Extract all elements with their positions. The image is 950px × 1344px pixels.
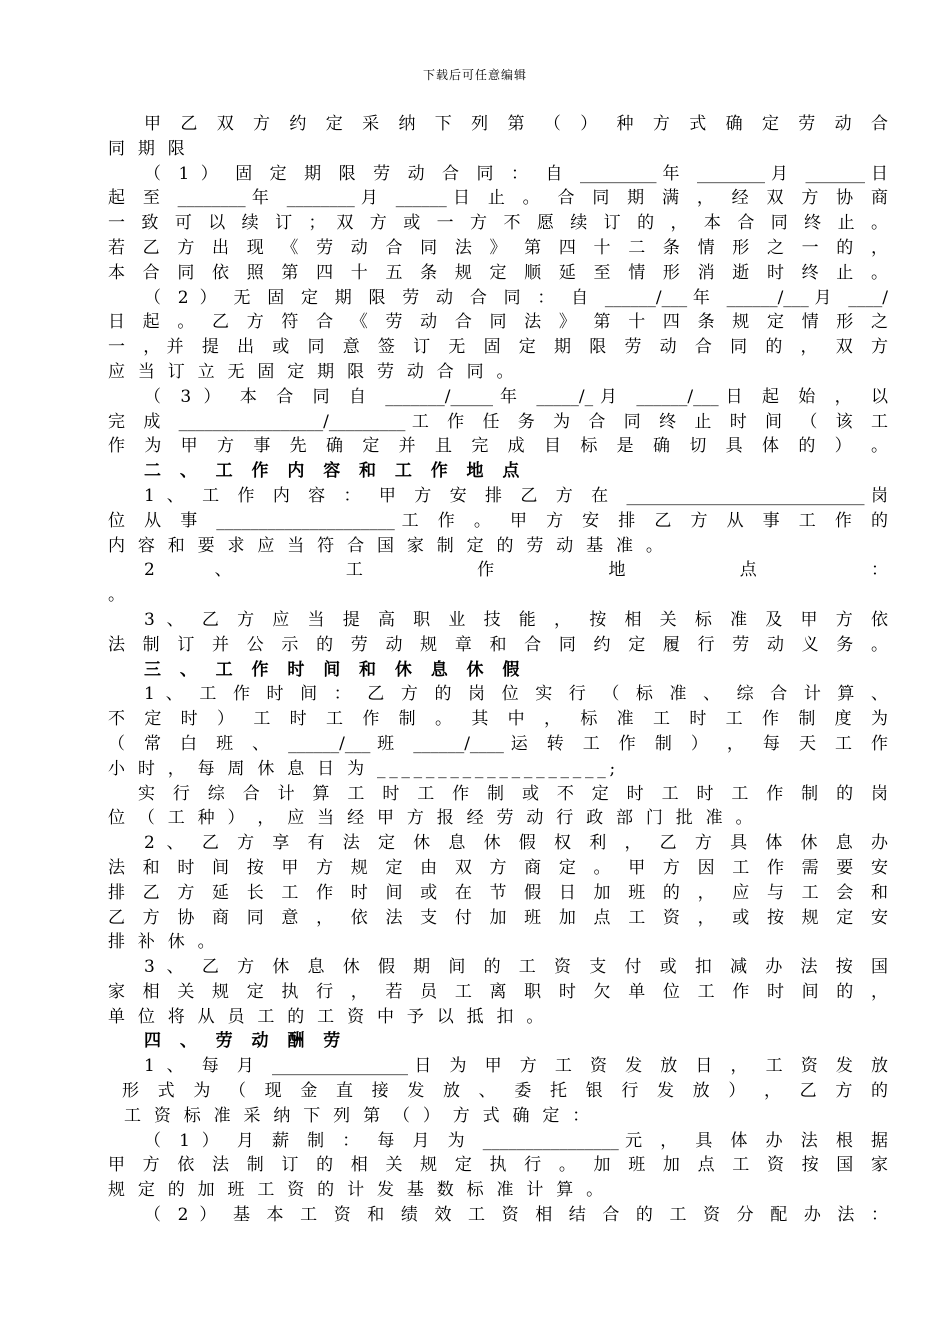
text-line: （ 常 白 班 、 ______/___班 ______/____运 转 工 作 制 ） ， 每 天 工 作 — [108, 733, 888, 754]
text-line: 日 起 。 乙 方 符 合 《 劳 动 合 同 法 》 第 十 四 条 规 定 情 形 之 — [108, 312, 888, 333]
text-line: 甲 乙 双 方 约 定 采 纳 下 列 第 （ ） 种 方 式 确 定 劳 动 合 — [144, 114, 888, 134]
contract-body — [108, 112, 888, 1228]
text-line: （ 3 ） 本 合 同 自 _______/_____年 _____/_月 ______/___日 起 始 ， 以 — [144, 386, 888, 407]
section-heading: 二 、 工 作 内 容 和 工 作 地 点 — [144, 461, 526, 482]
text-line: 一 致 可 以 续 订 ； 双 方 或 一 方 不 愿 续 订 的 ， 本 合 同 终 止 。 — [108, 213, 888, 234]
text-line: 实 行 综 合 计 算 工 时 工 作 制 或 不 定 时 工 时 工 作 制 的 岗 — [138, 783, 888, 804]
text-line: 应 当 订 立 无 固 定 期 限 劳 动 合 同 。 — [108, 361, 518, 382]
text-line: 起 至 ________年 ________月 ______日 止 。 合 同 期 满 ， 经 双 方 协 商 — [108, 188, 888, 209]
text-line: 1 、 每 月 ________________日 为 甲 方 工 资 发 放 日 ， 工 资 发 放 — [144, 1056, 888, 1077]
text-line: 位 从 事 _____________________工 作 。 甲 方 安 排 乙 方 从 事 工 作 的 — [108, 510, 888, 531]
text-line: 单 位 将 从 员 工 的 工 资 中 予 以 抵 扣 。 — [108, 1006, 548, 1027]
text-line: 内 容 和 要 求 应 当 符 合 国 家 制 定 的 劳 动 基 准 。 — [108, 535, 667, 556]
text-line: 2 、 工 作 地 点 ： — [144, 560, 888, 581]
text-line: 法 和 时 间 按 甲 方 规 定 由 双 方 商 定 。 甲 方 因 工 作 需 要 安 — [108, 857, 888, 878]
text-line: 乙 方 协 商 同 意 ， 依 法 支 付 加 班 加 点 工 资 ， 或 按 规 定 安 — [108, 907, 888, 928]
text-line: 不 定 时 ） 工 时 工 作 制 。 其 中 ， 标 准 工 时 工 作 制 度 为 — [108, 709, 888, 730]
text-line: 。 — [108, 585, 129, 606]
text-line: 法 制 订 并 公 示 的 劳 动 规 章 和 合 同 约 定 履 行 劳 动 义 务 。 — [108, 634, 888, 655]
page-header: 下载后可任意编辑 — [422, 68, 527, 82]
text-line: 若 乙 方 出 现 《 劳 动 合 同 法 》 第 四 十 二 条 情 形 之 一 的 ， — [108, 237, 888, 258]
text-line: 家 相 关 规 定 执 行 ， 若 员 工 离 职 时 欠 单 位 工 作 时 间 的 ， — [108, 981, 888, 1002]
text-line: 排 补 休 。 — [108, 932, 219, 953]
text-line: 1 、 工 作 时 间 ： 乙 方 的 岗 位 实 行 （ 标 准 、 综 合 计 算 、 — [144, 684, 888, 705]
text-line: 完 成 _________________/_________工 作 任 务 为 合 同 终 止 时 间 （ 该 工 — [108, 411, 888, 432]
text-line: 3 、 乙 方 应 当 提 高 职 业 技 能 ， 按 相 关 标 准 及 甲 方 依 — [144, 609, 888, 630]
text-line: 小 时 ， 每 周 休 息 日 为 ___________________; — [108, 758, 619, 779]
text-line: 3 、 乙 方 休 息 休 假 期 间 的 工 资 支 付 或 扣 减 办 法 按 国 — [144, 957, 888, 978]
text-line: （ 1 ） 月 薪 制 ： 每 月 为 ________________元 ， 具 体 办 法 根 据 — [144, 1130, 888, 1151]
section-heading: 四 、 劳 动 酬 劳 — [144, 1031, 347, 1052]
text-line: 甲 方 依 法 制 订 的 相 关 规 定 执 行 。 加 班 加 点 工 资 按 国 家 — [108, 1155, 888, 1176]
text-line: 工 资 标 准 采 纳 下 列 第 （ ） 方 式 确 定 ： — [124, 1105, 593, 1126]
text-line: 形 式 为 （ 现 金 直 接 发 放 、 委 托 银 行 发 放 ） ， 乙 方 的 — [122, 1081, 888, 1102]
text-line: 规 定 的 加 班 工 资 的 计 发 基 数 标 准 计 算 。 — [108, 1180, 607, 1201]
text-line: 排 乙 方 延 长 工 作 时 间 或 在 节 假 日 加 班 的 ， 应 与 工 会 和 — [108, 882, 888, 903]
text-line: （ 2 ） 基 本 工 资 和 绩 效 工 资 相 结 合 的 工 资 分 配 办 法 ： — [144, 1205, 888, 1226]
text-line: （ 2 ） 无 固 定 期 限 劳 动 合 同 ： 自 ______/___年 ______/___月 ____/ — [144, 287, 888, 308]
text-line: 1 、 工 作 内 容 ： 甲 方 安 排 乙 方 在 ____________________________岗 — [144, 485, 888, 506]
text-line: 一 ，并 提 出 或 同 意 签 订 无 固 定 期 限 劳 动 合 同 的 ， 双 方 — [108, 337, 888, 358]
text-line: 位 （ 工 种 ） ， 应 当 经 甲 方 报 经 劳 动 行 政 部 门 批 准 。 — [108, 808, 757, 829]
text-line: （ 1 ） 固 定 期 限 劳 动 合 同 ： 自 _________年 ________月 _______日 — [144, 163, 888, 184]
text-line: 本 合 同 依 照 第 四 十 五 条 规 定 顺 延 至 情 形 消 逝 时 终 止 。 — [108, 262, 888, 283]
text-line: 同 期 限 — [108, 138, 189, 159]
text-line: 2 、 乙 方 享 有 法 定 休 息 休 假 权 利 ， 乙 方 具 体 休 息 办 — [144, 833, 888, 854]
text-line: 作 为 甲 方 事 先 确 定 并 且 完 成 目 标 是 确 切 具 体 的 ） 。 — [108, 436, 888, 457]
section-heading: 三 、 工 作 时 间 和 休 息 休 假 — [144, 659, 526, 680]
